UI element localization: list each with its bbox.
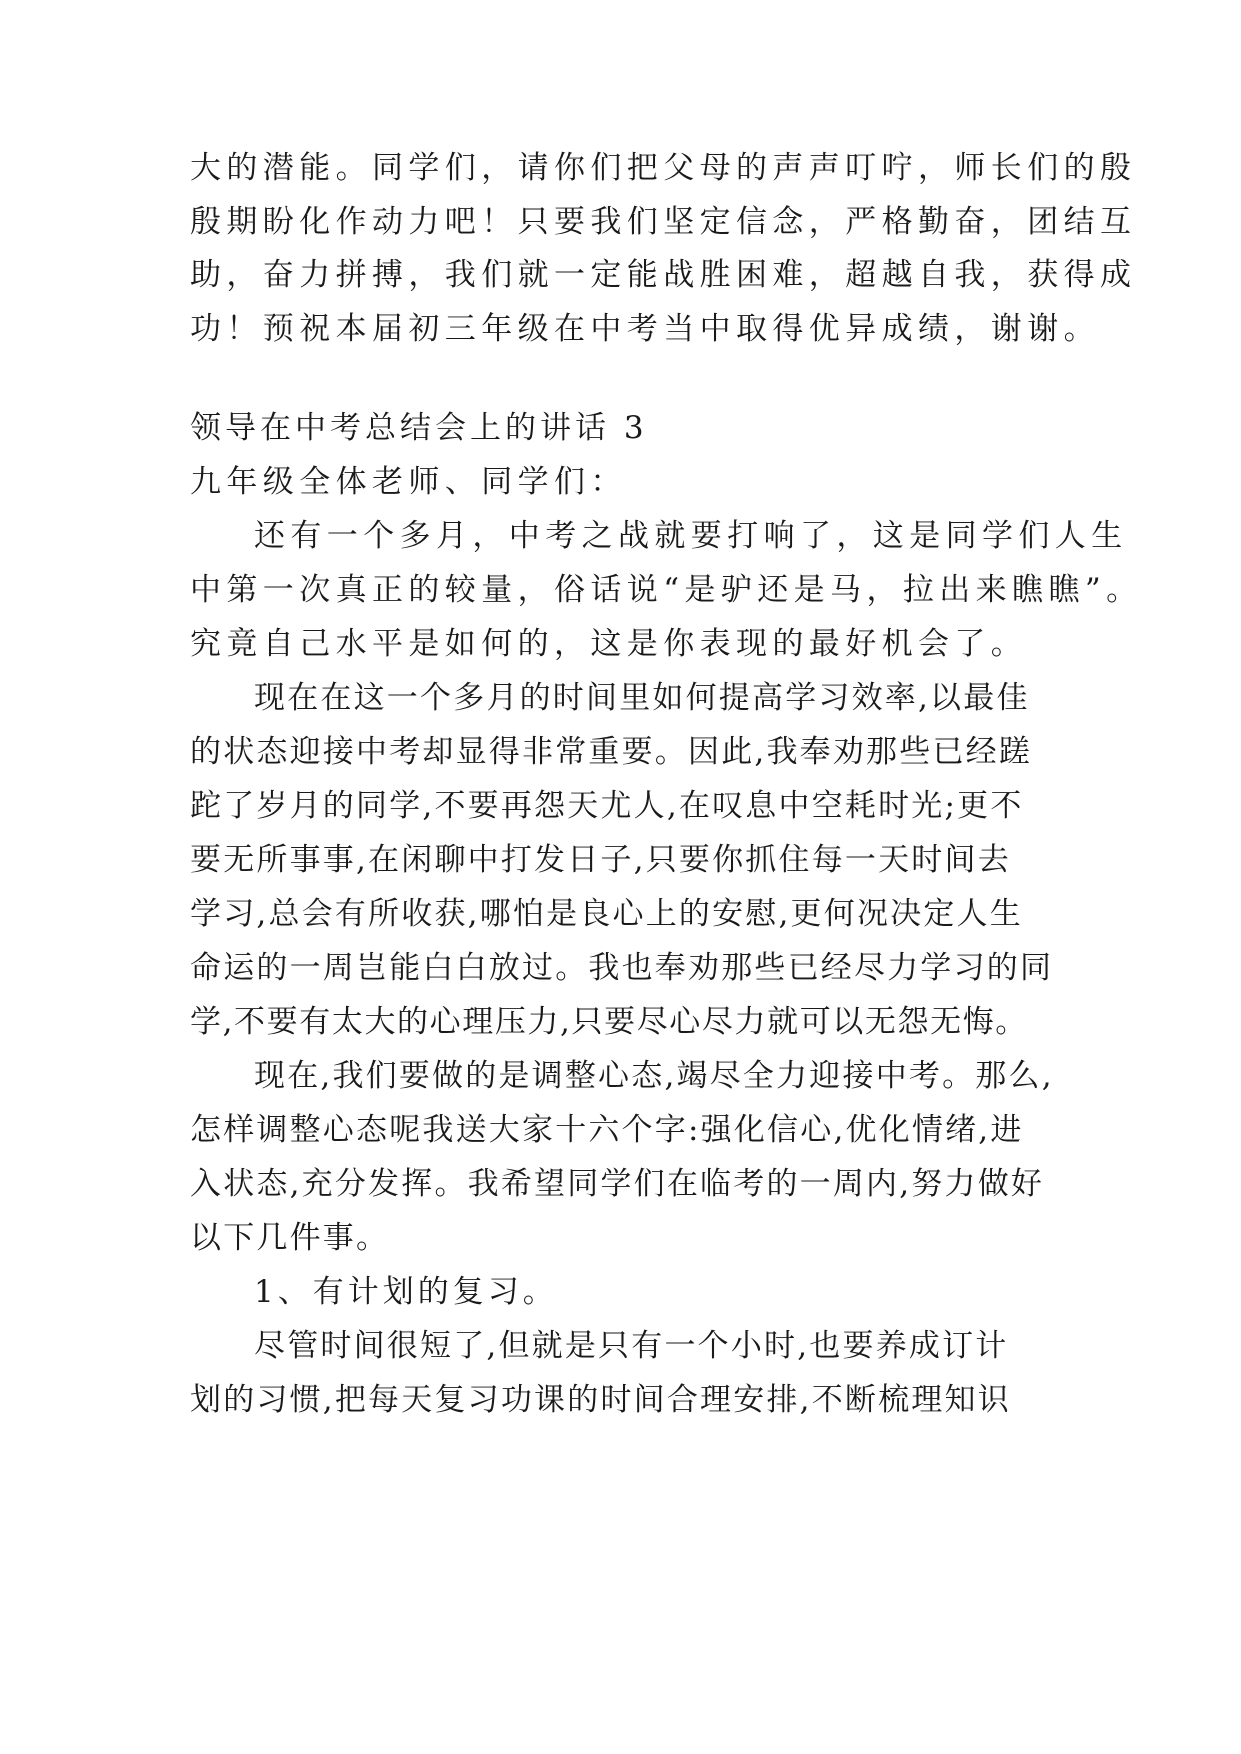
section-title: 领导在中考总结会上的讲话 3 xyxy=(190,410,648,446)
list-item: 1、有计划的复习。 xyxy=(254,1274,558,1310)
body-line: 尽管时间很短了,但就是只有一个小时,也要养成订计 xyxy=(254,1328,1009,1364)
body-line: 跎了岁月的同学,不要再怨天尤人,在叹息中空耗时光;更不 xyxy=(190,788,1024,824)
body-line: 学习,总会有所收获,哪怕是良心上的安慰,更何况决定人生 xyxy=(190,896,1023,932)
body-line: 功！预祝本届初三年级在中考当中取得优异成绩，谢谢。 xyxy=(190,311,1100,347)
salutation: 九年级全体老师、同学们： xyxy=(190,464,627,500)
body-line: 助，奋力拼搏，我们就一定能战胜困难，超越自我，获得成 xyxy=(190,257,1137,293)
body-line: 殷期盼化作动力吧！只要我们坚定信念，严格勤奋，团结互 xyxy=(190,204,1137,240)
body-line: 命运的一周岂能白白放过。我也奉劝那些已经尽力学习的同 xyxy=(190,950,1054,986)
body-line: 现在在这一个多月的时间里如何提高学习效率,以最佳 xyxy=(254,680,1030,716)
body-line: 还有一个多月，中考之战就要打响了，这是同学们人生 xyxy=(254,518,1128,554)
body-line: 中第一次真正的较量，俗话说“是驴还是马，拉出来瞧瞧”。 xyxy=(190,572,1143,608)
body-line: 究竟自己水平是如何的，这是你表现的最好机会了。 xyxy=(190,626,1028,662)
body-line: 以下几件事。 xyxy=(190,1220,390,1256)
body-line: 学,不要有太大的心理压力,只要尽心尽力就可以无怨无悔。 xyxy=(190,1004,1028,1040)
body-line: 怎样调整心态呢我送大家十六个字:强化信心,优化情绪,进 xyxy=(190,1112,1024,1148)
body-line: 入状态,充分发挥。我希望同学们在临考的一周内,努力做好 xyxy=(190,1166,1045,1202)
body-line: 大的潜能。同学们，请你们把父母的声声叮咛，师长们的殷 xyxy=(190,150,1137,186)
body-line: 的状态迎接中考却显得非常重要。因此,我奉劝那些已经蹉 xyxy=(190,734,1033,770)
body-line: 要无所事事,在闲聊中打发日子,只要你抓住每一天时间去 xyxy=(190,842,1011,878)
body-line: 划的习惯,把每天复习功课的时间合理安排,不断梳理知识 xyxy=(190,1382,1011,1418)
body-line: 现在,我们要做的是调整心态,竭尽全力迎接中考。那么, xyxy=(254,1058,1054,1094)
